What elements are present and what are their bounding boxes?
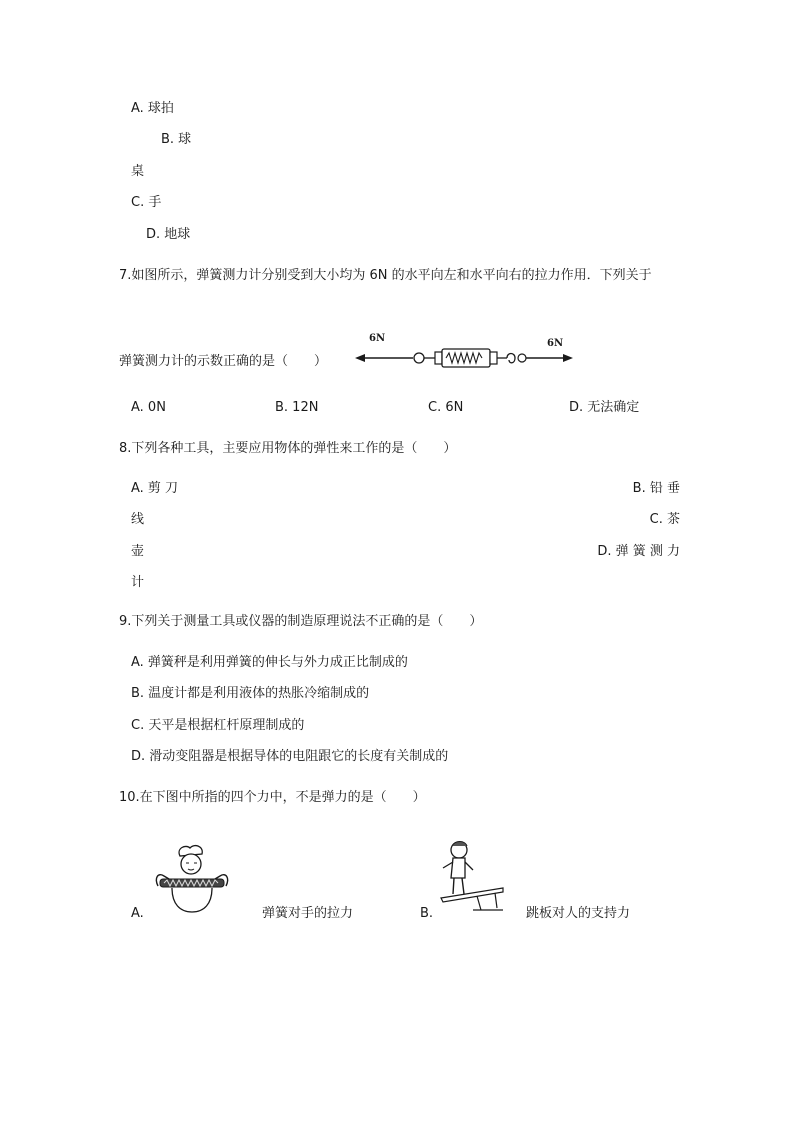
q7-option-b: B. 12N bbox=[275, 400, 319, 415]
spring-scale-figure bbox=[355, 328, 575, 376]
q10-option-b-text: 跳板对人的支持力 bbox=[526, 906, 631, 921]
q7-option-a: A. 0N bbox=[131, 400, 166, 415]
q8-option-b: B. 铅 垂 bbox=[632, 481, 680, 496]
q9-option-a: A. 弹簧秤是利用弹簧的伸长与外力成正比制成的 bbox=[131, 655, 408, 670]
right-hook-icon bbox=[507, 354, 515, 363]
q6-option-d: D. 地球 bbox=[146, 227, 191, 242]
q7-stem-line1: 7.如图所示，弹簧测力计分别受到大小均为 6N 的水平向左和水平向右的拉力作用．下列关于 bbox=[119, 268, 652, 283]
q9-stem: 9.下列关于测量工具或仪器的制造原理说法不正确的是（ ） bbox=[119, 614, 483, 629]
left-force-label: 6N bbox=[369, 333, 386, 344]
q8-option-c: C. 茶 bbox=[649, 512, 680, 527]
left-arrow-icon bbox=[355, 354, 413, 362]
q8-stem: 8.下列各种工具，主要应用物体的弹性来工作的是（ ） bbox=[119, 441, 457, 456]
right-force-label: 6N bbox=[547, 338, 564, 349]
q8-option-d-continuation: 计 bbox=[131, 575, 145, 590]
q10-option-b-label: B. bbox=[420, 906, 434, 921]
q6-option-b-continuation: 桌 bbox=[131, 164, 145, 179]
spring-scale-icon bbox=[435, 349, 497, 367]
q10-stem: 10.在下图中所指的四个力中，不是弹力的是（ ） bbox=[119, 790, 426, 805]
q9-option-c: C. 天平是根据杠杆原理制成的 bbox=[131, 718, 305, 733]
q6-option-c: C. 手 bbox=[131, 195, 162, 210]
diver-on-springboard-figure bbox=[437, 838, 507, 916]
q7-stem-line2: 弹簧测力计的示数正确的是（ ） bbox=[119, 354, 328, 369]
q7-option-d: D. 无法确定 bbox=[569, 400, 640, 415]
q7-option-c: C. 6N bbox=[428, 400, 464, 415]
q10-option-a-label: A. bbox=[131, 906, 144, 921]
q6-option-a: A. 球拍 bbox=[131, 101, 174, 116]
right-arrow-icon bbox=[526, 354, 573, 362]
q6-option-b: B. 球 bbox=[161, 132, 192, 147]
q8-option-d: D. 弹 簧 测 力 bbox=[597, 544, 680, 559]
q8-option-c-continuation: 壶 bbox=[131, 544, 145, 559]
left-ring-icon bbox=[414, 353, 424, 363]
q10-option-a-text: 弹簧对手的拉力 bbox=[262, 906, 354, 921]
q8-option-a: A. 剪 刀 bbox=[131, 481, 179, 496]
q8-option-a-continuation: 线 bbox=[131, 512, 145, 527]
person-stretching-spring-figure bbox=[150, 842, 236, 914]
q9-option-d: D. 滑动变阻器是根据导体的电阻跟它的长度有关制成的 bbox=[131, 749, 449, 764]
q9-option-b: B. 温度计都是利用液体的热胀冷缩制成的 bbox=[131, 686, 370, 701]
